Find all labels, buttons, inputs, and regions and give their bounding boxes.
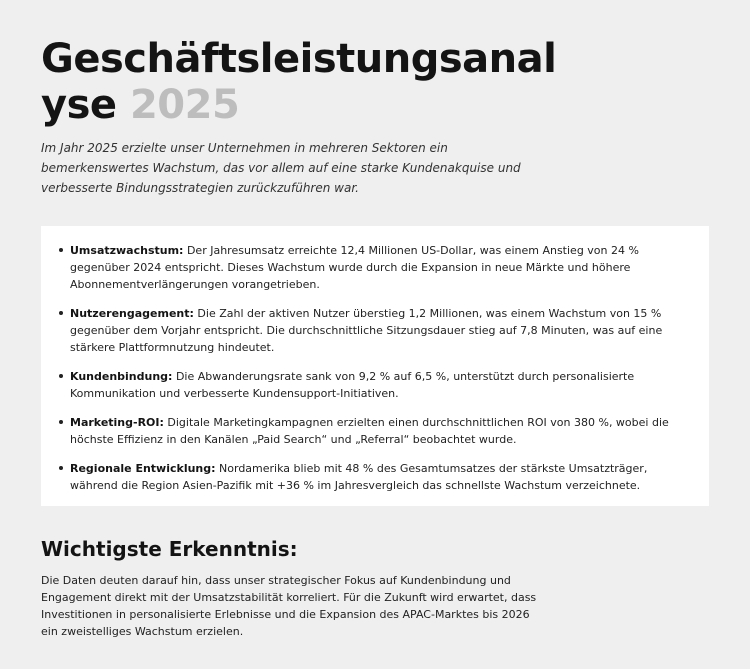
list-item-nutzerengagement: [70, 305, 689, 356]
conclusion-paragraph: Die Daten deuten darauf hin, dass unser strategischer Fokus auf Kundenbindung und Engagement direkt mit der Umsatzstabilität korreliert. Für die Zukunft wird erwartet, dass Investitionen in personalisierte Erlebnisse und die Expansion des APAC-Marktes bis 2026 ein zweistelliges Wachstum erzielen.: [41, 574, 537, 638]
list-item-kundenbindung: [70, 368, 689, 402]
intro-paragraph: Im Jahr 2025 erzielte unser Unternehmen in mehreren Sektoren ein bemerkenswertes Wachstum, das vor allem auf eine starke Kundenakquise und verbesserte Bindungsstrategien zurückzuführen war.: [41, 141, 521, 195]
list-item-label: Marketing-ROI:: [70, 416, 164, 429]
title-text: Geschäftsleistungsanalyse: [41, 36, 557, 128]
list-item-marketing-roi: [70, 414, 689, 448]
list-item-text: Der Jahresumsatz erreichte 12,4 Millionen US-Dollar, was einem Anstieg von 24 % gegenüber 2024 entspricht. Dieses Wachstum wurde durch die Expansion in neue Märkte und höhere Abonnementverlängerungen vorangetrieben.: [70, 244, 639, 291]
bullet-icon: [59, 374, 63, 378]
list-item-label: Regionale Entwicklung:: [70, 462, 216, 475]
conclusion-heading: Wichtigste Erkenntnis:: [41, 537, 298, 561]
title-year: 2025: [129, 82, 240, 128]
list-item-text: Die Abwanderungsrate sank von 9,2 % auf 6,5 %, unterstützt durch personalisierte Kommunikation und verbesserte Kundensupport-Initiativen.: [70, 370, 635, 400]
list-item-regionale-entwicklung: [70, 460, 689, 494]
list-item-text: Digitale Marketingkampagnen erzielten einen durchschnittlichen ROI von 380 %, wobei die höchste Effizienz in den Kanälen „Paid Search“ und „Referral“ beobachtet wurde.: [70, 416, 669, 446]
bullet-icon: [59, 248, 63, 252]
list-item-label: Kundenbindung:: [70, 370, 173, 383]
list-item-umsatzwachstum: [70, 242, 689, 293]
page-title: [41, 36, 561, 128]
list-item-text: Nordamerika blieb mit 48 % des Gesamtumsatzes der stärkste Umsatzträger, während die Region Asien-Pazifik mit +36 % im Jahresvergleich das schnellste Wachstum verzeichnete.: [70, 462, 648, 492]
bullet-icon: [59, 420, 63, 424]
list-item-label: Nutzerengagement:: [70, 307, 194, 320]
bullet-icon: [59, 311, 63, 315]
bullet-icon: [59, 466, 63, 470]
list-item-label: Umsatzwachstum:: [70, 244, 184, 257]
report-page: [41, 36, 709, 640]
list-item-text: Die Zahl der aktiven Nutzer überstieg 1,2 Millionen, was einem Wachstum von 15 % gegenüber dem Vorjahr entspricht. Die durchschnittliche Sitzungsdauer stieg auf 7,8 Minuten, was auf eine stärkere Plattformnutzung hindeutet.: [70, 307, 663, 354]
highlights-card: [41, 226, 709, 506]
highlights-list: [70, 242, 689, 494]
